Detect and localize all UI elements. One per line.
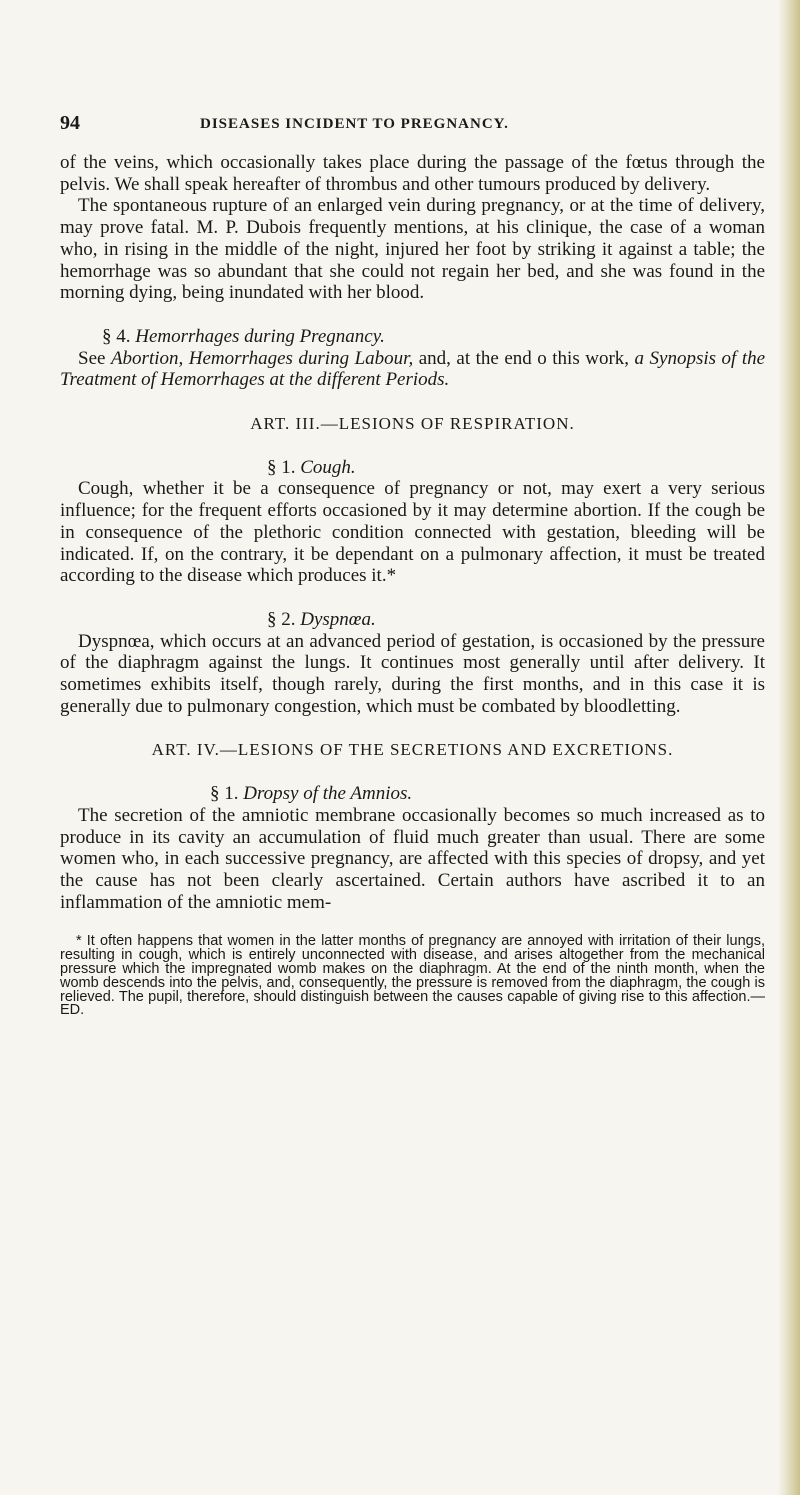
paragraph-dropsy: The secretion of the amniotic membrane occasionally becomes so much increased as to produce in its cavity an accumulation of fluid much greater than usual. There are some women who, in each successive pregnancy, are affected with this species of dropsy, and yet the cause has not been clearly ascertained. Certain authors have ascribed it to an inflammation of the amniotic mem- — [60, 804, 765, 913]
text-end-of-work: and, at the end o this work, — [418, 347, 630, 369]
article-heading-respiration: ART. III.—LESIONS OF RESPIRATION. — [250, 414, 575, 434]
article-heading-secretions: ART. IV.—LESIONS OF THE SECRETIONS AND EXCRETIONS. — [151, 740, 674, 760]
page-header — [60, 112, 765, 152]
section-title: Dropsy of the Amnios. — [243, 783, 413, 805]
section-number: § 1. — [210, 783, 239, 805]
paragraph-cough: Cough, whether it be a consequence of pregnancy or not, may exert a very serious influence; for the frequent efforts occasioned by it may determine abortion. If the cough be in consequence of the plethoric condition connected with gestation, bleeding will be indicated. If, on the contrary, it be dependant on a pulmonary affection, it must be treated according to the disease which produces it.* — [60, 478, 765, 587]
paragraph-continuation: of the veins, which occasionally takes place during the passage of the fœtus through the pelvis. We shall speak hereafter of thrombus and other tumours produced by delivery. — [60, 152, 765, 195]
paragraph-vein-rupture: The spontaneous rupture of an enlarged vein during pregnancy, or at the time of delivery, may prove fatal. M. P. Dubois frequently mentions, at his clinique, the case of a woman who, in rising in the middle of the night, injured her foot by striking it against a table; the hemorrhage was so abundant that she could not regain her bed, and she was found in the morning dying, being inundated with her blood. — [60, 195, 765, 304]
section-title: Cough. — [300, 456, 356, 478]
section-number: § 2. — [267, 608, 296, 630]
book-page — [60, 112, 765, 1018]
reference-synopsis: a Synopsis of the Treatment of Hemorrhages at the different Periods. — [60, 347, 766, 391]
paragraph-hemorrhages-reference — [60, 348, 765, 391]
running-head: DISEASES INCIDENT TO PREGNANCY. — [200, 116, 509, 132]
paragraph-dyspnoea: Dyspnœa, which occurs at an advanced period of gestation, is occasioned by the pressure of the diaphragm against the lungs. It continues most generally until after delivery. It sometimes exhibits itself, though rarely, during the first months, and in this case it is generally due to pulmonary congestion, which must be combated by bloodletting. — [60, 630, 765, 717]
section-title: Hemorrhages during Pregnancy. — [135, 325, 385, 347]
page-number: 94 — [60, 112, 80, 134]
text-see: See — [78, 347, 106, 369]
reference-abortion: Abortion, Hemorrhages during Labour, — [110, 347, 414, 369]
section-heading-hemorrhages — [60, 326, 765, 348]
section-heading-dyspnoea — [60, 609, 765, 631]
section-heading-dropsy — [60, 783, 765, 805]
page-edge — [778, 0, 800, 1495]
section-title: Dyspnœa. — [300, 608, 376, 630]
section-heading-cough — [60, 457, 765, 479]
footnote-text: * It often happens that women in the latter months of pregnancy are annoyed with irritation of their lungs, resulting in cough, which is entirely unconnected with disease, and arises altogether from the mechanical pressure which the impregnated womb makes on the diaphragm. At the end of the ninth month, when the womb descends into the pelvis, and, consequently, the pressure is removed from the diaphragm, the cough is relieved. The pupil, therefore, should distinguish between the causes capable of giving rise to this affection.—ED. — [60, 933, 765, 1019]
section-number: § 4. — [102, 325, 131, 347]
footnote — [60, 935, 765, 1018]
section-number: § 1. — [267, 456, 296, 478]
